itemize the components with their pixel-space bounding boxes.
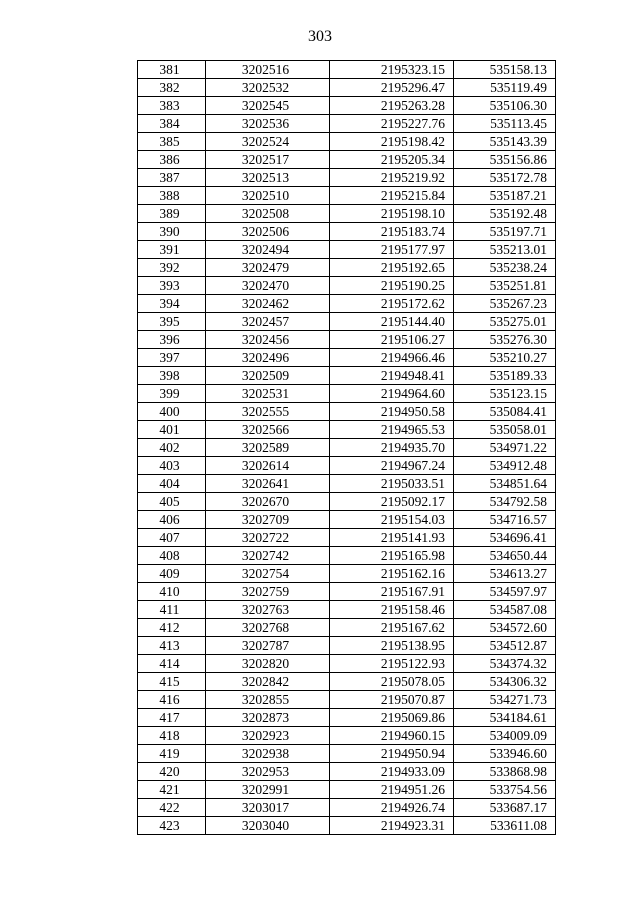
y-coordinate-cell: 535197.71 — [454, 223, 556, 241]
table-row — [138, 277, 556, 295]
coordinates-table — [137, 60, 556, 835]
code-cell: 3202991 — [206, 781, 330, 799]
point-number-cell: 412 — [138, 619, 206, 637]
code-cell: 3202510 — [206, 187, 330, 205]
table-row — [138, 529, 556, 547]
table-row — [138, 421, 556, 439]
code-cell: 3202536 — [206, 115, 330, 133]
y-coordinate-cell: 534971.22 — [454, 439, 556, 457]
y-coordinate-cell: 535187.21 — [454, 187, 556, 205]
x-coordinate-cell: 2194965.53 — [330, 421, 454, 439]
point-number-cell: 417 — [138, 709, 206, 727]
x-coordinate-cell: 2195263.28 — [330, 97, 454, 115]
code-cell: 3202496 — [206, 349, 330, 367]
x-coordinate-cell: 2195122.93 — [330, 655, 454, 673]
x-coordinate-cell: 2195141.93 — [330, 529, 454, 547]
table-row — [138, 709, 556, 727]
x-coordinate-cell: 2194935.70 — [330, 439, 454, 457]
y-coordinate-cell: 535123.15 — [454, 385, 556, 403]
x-coordinate-cell: 2195323.15 — [330, 61, 454, 79]
point-number-cell: 405 — [138, 493, 206, 511]
point-number-cell: 418 — [138, 727, 206, 745]
y-coordinate-cell: 534716.57 — [454, 511, 556, 529]
x-coordinate-cell: 2195162.16 — [330, 565, 454, 583]
x-coordinate-cell: 2195198.10 — [330, 205, 454, 223]
point-number-cell: 407 — [138, 529, 206, 547]
point-number-cell: 409 — [138, 565, 206, 583]
y-coordinate-cell: 534271.73 — [454, 691, 556, 709]
y-coordinate-cell: 534912.48 — [454, 457, 556, 475]
code-cell: 3202531 — [206, 385, 330, 403]
point-number-cell: 388 — [138, 187, 206, 205]
code-cell: 3202768 — [206, 619, 330, 637]
x-coordinate-cell: 2195106.27 — [330, 331, 454, 349]
code-cell: 3202763 — [206, 601, 330, 619]
table-row — [138, 97, 556, 115]
point-number-cell: 421 — [138, 781, 206, 799]
x-coordinate-cell: 2194950.94 — [330, 745, 454, 763]
y-coordinate-cell: 534572.60 — [454, 619, 556, 637]
point-number-cell: 410 — [138, 583, 206, 601]
x-coordinate-cell: 2194960.15 — [330, 727, 454, 745]
code-cell: 3202842 — [206, 673, 330, 691]
x-coordinate-cell: 2195167.91 — [330, 583, 454, 601]
code-cell: 3202532 — [206, 79, 330, 97]
table-row — [138, 403, 556, 421]
table-row — [138, 619, 556, 637]
x-coordinate-cell: 2195167.62 — [330, 619, 454, 637]
y-coordinate-cell: 535106.30 — [454, 97, 556, 115]
code-cell: 3202470 — [206, 277, 330, 295]
code-cell: 3202555 — [206, 403, 330, 421]
code-cell: 3202516 — [206, 61, 330, 79]
code-cell: 3202923 — [206, 727, 330, 745]
y-coordinate-cell: 534374.32 — [454, 655, 556, 673]
x-coordinate-cell: 2195069.86 — [330, 709, 454, 727]
page-number: 303 — [308, 28, 332, 45]
point-number-cell: 393 — [138, 277, 206, 295]
y-coordinate-cell: 535192.48 — [454, 205, 556, 223]
y-coordinate-cell: 533868.98 — [454, 763, 556, 781]
code-cell: 3202787 — [206, 637, 330, 655]
point-number-cell: 381 — [138, 61, 206, 79]
code-cell: 3202614 — [206, 457, 330, 475]
point-number-cell: 400 — [138, 403, 206, 421]
code-cell: 3202517 — [206, 151, 330, 169]
code-cell: 3202722 — [206, 529, 330, 547]
table-row — [138, 565, 556, 583]
y-coordinate-cell: 535267.23 — [454, 295, 556, 313]
y-coordinate-cell: 534009.09 — [454, 727, 556, 745]
y-coordinate-cell: 535156.86 — [454, 151, 556, 169]
y-coordinate-cell: 533611.08 — [454, 817, 556, 835]
code-cell: 3202509 — [206, 367, 330, 385]
table-row — [138, 367, 556, 385]
y-coordinate-cell: 533754.56 — [454, 781, 556, 799]
x-coordinate-cell: 2195070.87 — [330, 691, 454, 709]
table-row — [138, 763, 556, 781]
y-coordinate-cell: 534696.41 — [454, 529, 556, 547]
point-number-cell: 399 — [138, 385, 206, 403]
point-number-cell: 385 — [138, 133, 206, 151]
code-cell: 3202506 — [206, 223, 330, 241]
x-coordinate-cell: 2195144.40 — [330, 313, 454, 331]
table-row — [138, 61, 556, 79]
table-row — [138, 151, 556, 169]
table-row — [138, 241, 556, 259]
y-coordinate-cell: 535113.45 — [454, 115, 556, 133]
code-cell: 3202953 — [206, 763, 330, 781]
x-coordinate-cell: 2195183.74 — [330, 223, 454, 241]
x-coordinate-cell: 2195190.25 — [330, 277, 454, 295]
table-row — [138, 79, 556, 97]
x-coordinate-cell: 2194933.09 — [330, 763, 454, 781]
code-cell: 3202742 — [206, 547, 330, 565]
x-coordinate-cell: 2195177.97 — [330, 241, 454, 259]
y-coordinate-cell: 534851.64 — [454, 475, 556, 493]
point-number-cell: 415 — [138, 673, 206, 691]
point-number-cell: 391 — [138, 241, 206, 259]
point-number-cell: 383 — [138, 97, 206, 115]
y-coordinate-cell: 533946.60 — [454, 745, 556, 763]
y-coordinate-cell: 535276.30 — [454, 331, 556, 349]
table-row — [138, 313, 556, 331]
x-coordinate-cell: 2195078.05 — [330, 673, 454, 691]
table-row — [138, 475, 556, 493]
x-coordinate-cell: 2195138.95 — [330, 637, 454, 655]
table-row — [138, 259, 556, 277]
table-row — [138, 601, 556, 619]
y-coordinate-cell: 535058.01 — [454, 421, 556, 439]
y-coordinate-cell: 535143.39 — [454, 133, 556, 151]
table-row — [138, 295, 556, 313]
code-cell: 3202754 — [206, 565, 330, 583]
table-row — [138, 385, 556, 403]
table-row — [138, 691, 556, 709]
y-coordinate-cell: 534597.97 — [454, 583, 556, 601]
code-cell: 3202759 — [206, 583, 330, 601]
code-cell: 3202479 — [206, 259, 330, 277]
table-row — [138, 673, 556, 691]
x-coordinate-cell: 2194950.58 — [330, 403, 454, 421]
point-number-cell: 395 — [138, 313, 206, 331]
table-row — [138, 781, 556, 799]
point-number-cell: 404 — [138, 475, 206, 493]
x-coordinate-cell: 2195215.84 — [330, 187, 454, 205]
x-coordinate-cell: 2195033.51 — [330, 475, 454, 493]
code-cell: 3202508 — [206, 205, 330, 223]
point-number-cell: 406 — [138, 511, 206, 529]
y-coordinate-cell: 534792.58 — [454, 493, 556, 511]
table-row — [138, 205, 556, 223]
point-number-cell: 402 — [138, 439, 206, 457]
x-coordinate-cell: 2194923.31 — [330, 817, 454, 835]
code-cell: 3202456 — [206, 331, 330, 349]
y-coordinate-cell: 535275.01 — [454, 313, 556, 331]
coordinates-table-body — [138, 61, 556, 835]
code-cell: 3202566 — [206, 421, 330, 439]
y-coordinate-cell: 535210.27 — [454, 349, 556, 367]
y-coordinate-cell: 535213.01 — [454, 241, 556, 259]
code-cell: 3202709 — [206, 511, 330, 529]
table-row — [138, 439, 556, 457]
code-cell: 3202938 — [206, 745, 330, 763]
code-cell: 3203017 — [206, 799, 330, 817]
x-coordinate-cell: 2195219.92 — [330, 169, 454, 187]
table-row — [138, 457, 556, 475]
table-row — [138, 727, 556, 745]
y-coordinate-cell: 535189.33 — [454, 367, 556, 385]
point-number-cell: 384 — [138, 115, 206, 133]
code-cell: 3202589 — [206, 439, 330, 457]
point-number-cell: 422 — [138, 799, 206, 817]
code-cell: 3202494 — [206, 241, 330, 259]
point-number-cell: 397 — [138, 349, 206, 367]
x-coordinate-cell: 2194967.24 — [330, 457, 454, 475]
point-number-cell: 416 — [138, 691, 206, 709]
y-coordinate-cell: 534613.27 — [454, 565, 556, 583]
table-row — [138, 349, 556, 367]
table-row — [138, 799, 556, 817]
x-coordinate-cell: 2195296.47 — [330, 79, 454, 97]
table-row — [138, 133, 556, 151]
point-number-cell: 423 — [138, 817, 206, 835]
point-number-cell: 389 — [138, 205, 206, 223]
x-coordinate-cell: 2195227.76 — [330, 115, 454, 133]
table-row — [138, 223, 556, 241]
table-row — [138, 115, 556, 133]
y-coordinate-cell: 535251.81 — [454, 277, 556, 295]
x-coordinate-cell: 2195154.03 — [330, 511, 454, 529]
table-row — [138, 169, 556, 187]
y-coordinate-cell: 534306.32 — [454, 673, 556, 691]
point-number-cell: 413 — [138, 637, 206, 655]
point-number-cell: 419 — [138, 745, 206, 763]
x-coordinate-cell: 2195158.46 — [330, 601, 454, 619]
point-number-cell: 398 — [138, 367, 206, 385]
point-number-cell: 386 — [138, 151, 206, 169]
point-number-cell: 401 — [138, 421, 206, 439]
code-cell: 3202855 — [206, 691, 330, 709]
code-cell: 3202820 — [206, 655, 330, 673]
code-cell: 3202462 — [206, 295, 330, 313]
point-number-cell: 396 — [138, 331, 206, 349]
x-coordinate-cell: 2195092.17 — [330, 493, 454, 511]
code-cell: 3202457 — [206, 313, 330, 331]
x-coordinate-cell: 2195198.42 — [330, 133, 454, 151]
point-number-cell: 382 — [138, 79, 206, 97]
table-row — [138, 511, 556, 529]
x-coordinate-cell: 2195192.65 — [330, 259, 454, 277]
x-coordinate-cell: 2194951.26 — [330, 781, 454, 799]
table-row — [138, 745, 556, 763]
code-cell: 3202670 — [206, 493, 330, 511]
y-coordinate-cell: 534512.87 — [454, 637, 556, 655]
table-row — [138, 493, 556, 511]
table-row — [138, 331, 556, 349]
code-cell: 3202524 — [206, 133, 330, 151]
code-cell: 3202545 — [206, 97, 330, 115]
table-row — [138, 655, 556, 673]
y-coordinate-cell: 533687.17 — [454, 799, 556, 817]
code-cell: 3203040 — [206, 817, 330, 835]
code-cell: 3202873 — [206, 709, 330, 727]
point-number-cell: 403 — [138, 457, 206, 475]
table-row — [138, 637, 556, 655]
point-number-cell: 394 — [138, 295, 206, 313]
table-row — [138, 187, 556, 205]
y-coordinate-cell: 535238.24 — [454, 259, 556, 277]
x-coordinate-cell: 2195172.62 — [330, 295, 454, 313]
code-cell: 3202513 — [206, 169, 330, 187]
x-coordinate-cell: 2195165.98 — [330, 547, 454, 565]
point-number-cell: 387 — [138, 169, 206, 187]
point-number-cell: 420 — [138, 763, 206, 781]
x-coordinate-cell: 2194964.60 — [330, 385, 454, 403]
y-coordinate-cell: 535158.13 — [454, 61, 556, 79]
y-coordinate-cell: 534184.61 — [454, 709, 556, 727]
table-row — [138, 547, 556, 565]
point-number-cell: 392 — [138, 259, 206, 277]
x-coordinate-cell: 2194966.46 — [330, 349, 454, 367]
y-coordinate-cell: 534587.08 — [454, 601, 556, 619]
y-coordinate-cell: 535084.41 — [454, 403, 556, 421]
y-coordinate-cell: 535119.49 — [454, 79, 556, 97]
x-coordinate-cell: 2194948.41 — [330, 367, 454, 385]
table-row — [138, 583, 556, 601]
y-coordinate-cell: 534650.44 — [454, 547, 556, 565]
point-number-cell: 390 — [138, 223, 206, 241]
y-coordinate-cell: 535172.78 — [454, 169, 556, 187]
x-coordinate-cell: 2195205.34 — [330, 151, 454, 169]
code-cell: 3202641 — [206, 475, 330, 493]
point-number-cell: 414 — [138, 655, 206, 673]
point-number-cell: 408 — [138, 547, 206, 565]
x-coordinate-cell: 2194926.74 — [330, 799, 454, 817]
table-row — [138, 817, 556, 835]
point-number-cell: 411 — [138, 601, 206, 619]
